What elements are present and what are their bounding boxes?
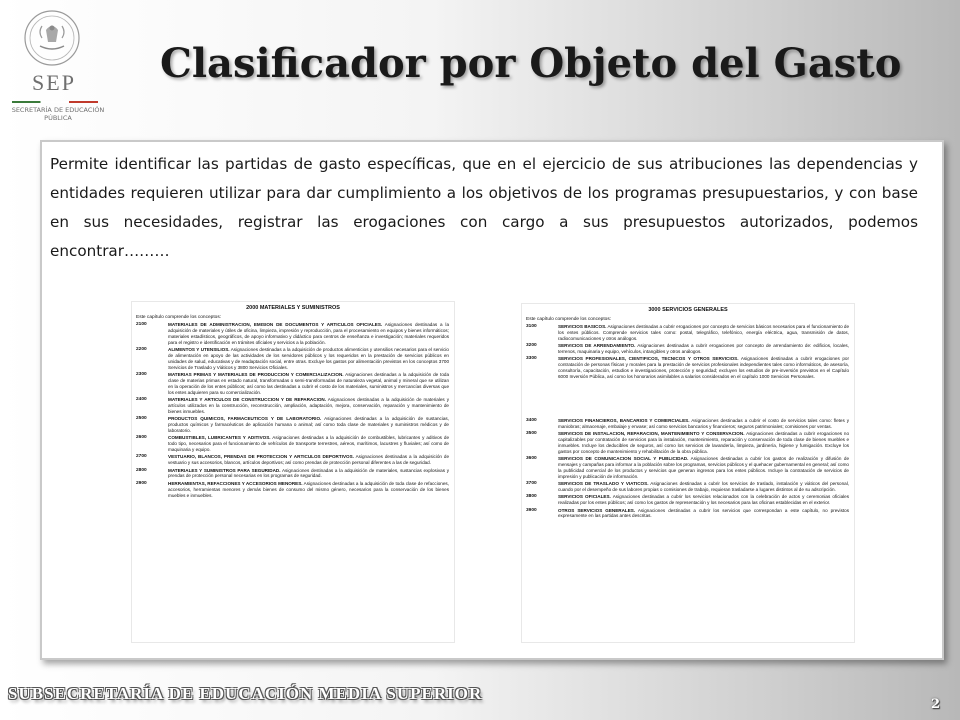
- content-panel: [40, 140, 944, 660]
- entry-description: Asignaciones destinadas a la adquisición de vestuario y sus accesorios, blancos, artículos deportivos; así como prendas de protección personal diferentes a las de seguridad.: [168, 454, 449, 466]
- entry-text: [558, 431, 849, 455]
- entry-heading: ALIMENTOS Y UTENSILIOS.: [168, 347, 230, 353]
- entry-text: [168, 481, 449, 499]
- doc-entry: [526, 456, 849, 480]
- doc-entry: [526, 343, 849, 355]
- entry-text: [168, 454, 449, 466]
- entry-heading: VESTUARIO, BLANCOS, PRENDAS DE PROTECCION Y ARTICULOS DEPORTIVOS.: [168, 454, 354, 460]
- entry-heading: PRODUCTOS QUIMICOS, FARMACEUTICOS Y DE LABORATORIO.: [168, 416, 322, 422]
- entry-text: [168, 347, 449, 371]
- logo-divider: [12, 101, 98, 103]
- doc-intro: Este capítulo comprende los conceptos:: [526, 317, 612, 322]
- entry-heading: HERRAMIENTAS, REFACCIONES Y ACCESORIOS MENORES.: [168, 480, 303, 486]
- entry-code: 2300: [136, 372, 147, 378]
- doc-title: 2000 MATERIALES Y SUMINISTROS: [246, 305, 340, 311]
- entry-description: Asignaciones destinadas a cubrir erogaciones no capitalizables por contratación de servicios para la instalación, mantenimiento, reparación y conservación de toda clase de bienes muebles e inmuebles. Incluye los deducibles de seguros, así como los servicios de lavandería, limpieza, jardinería, higiene y fumigación. Excluye los gastos por concepto de mantenimiento y rehabilitación de la obra pública.: [558, 431, 849, 454]
- entry-text: [558, 481, 849, 493]
- doc-entry: [136, 481, 449, 499]
- entry-text: [558, 343, 849, 355]
- national-seal-icon: [22, 8, 82, 68]
- entry-text: [168, 468, 449, 480]
- entry-code: 3200: [526, 343, 537, 349]
- doc-entry: [136, 416, 449, 434]
- entry-heading: SERVICIOS PROFESIONALES, CIENTIFICOS, TECNICOS Y OTROS SERVICIOS.: [558, 356, 739, 362]
- entry-text: [168, 372, 449, 396]
- footer-subsecretaria: SUBSECRETARÍA DE EDUCACIÓN MEDIA SUPERIOR: [8, 684, 483, 703]
- entry-code: 2700: [136, 454, 147, 460]
- doc-entry: [136, 322, 449, 346]
- sep-logo: [8, 6, 105, 124]
- entry-code: 2100: [136, 322, 147, 327]
- doc-entry: [136, 397, 449, 415]
- entry-code: 3900: [526, 507, 537, 513]
- entry-description: Asignaciones destinadas a la adquisición de materiales y artículos utilizados en la construcción, reconstrucción, ampliación, adaptación, mejora, conservación, reparación y mantenimiento de bienes inmuebles.: [168, 397, 449, 414]
- entry-text: [558, 494, 849, 506]
- entry-description: Asignaciones destinadas a cubrir los servicios de traslado, instalación y viáticos del personal, cuando por el desempeño de sus labores propias o comisiones de trabajo, requieran trasladarse a lugares distintos al de su adscripción.: [558, 481, 849, 493]
- doc-entry: [136, 347, 449, 371]
- entry-code: 3100: [526, 324, 537, 329]
- entry-description: Asignaciones destinadas a la adquisición de toda clase de materias primas en estado natural, transformadas o semi-transformadas de naturaleza vegetal, animal y mineral que se utilizan en la operación de los entes públicos; así como las destinadas a cubrir el costo de los materiales, suministros y mercancías diversas que los entes adquieren para su comercialización.: [168, 372, 449, 395]
- entry-description: Asignaciones destinadas a la adquisición de productos alimenticios y utensilios necesarios para el servicio de alimentación en apoyo de las actividades de los servidores públicos y los requeridos en la prestación de servicios públicos en unidades de salud, educativas y de readaptación social, entre otras. Excluye los gastos por alimentación previstos en los conceptos 3700 Servicios de Traslado y Viáticos y 3800 Servicios Oficiales.: [168, 347, 449, 370]
- doc-title: 3000 SERVICIOS GENERALES: [648, 307, 728, 313]
- entry-description: Asignaciones destinadas a cubrir los gastos de realización y difusión de mensajes y campañas para informar a la población sobre los programas, servicios públicos y el quehacer gubernamental en general; así como la publicidad comercial de los productos y servicios que generan ingresos para los entes públicos. Incluye la contratación de servicios de impresión y publicación de información.: [558, 456, 849, 479]
- entry-description: Asignaciones destinadas a la adquisición de combustibles, lubricantes y aditivos de todo tipo, necesarios para el funcionamiento de vehículos de transporte terrestres, aéreos, marítimos, lacustres y fluviales; así como de maquinaria y equipo.: [168, 435, 449, 453]
- entry-heading: COMBUSTIBLES, LUBRICANTES Y ADITIVOS.: [168, 435, 271, 441]
- doc-entry: [136, 435, 449, 453]
- intro-paragraph: Permite identificar las partidas de gasto específicas, que en el ejercicio de sus atribuciones las dependencias y entidades requieren utilizar para dar cumplimiento a los objetivos de los programas presupuestarios, y con base en sus necesidades, registrar las erogaciones con cargo a sus presupuestos autorizados, podemos encontrar………: [50, 155, 918, 260]
- document-image-servicios: [522, 304, 854, 642]
- doc-entry: [136, 454, 449, 466]
- doc-intro: Este capítulo comprende los conceptos:: [136, 315, 222, 320]
- entry-code: 3700: [526, 481, 537, 487]
- entry-description: Asignaciones destinadas a la adquisición de sustancias, productos químicos y farmacéuticos de aplicación humana o animal; así como toda clase de materiales y suministros médicos y de laboratorio.: [168, 416, 450, 433]
- entry-code: 3300: [526, 356, 537, 362]
- entry-description: Asignaciones destinadas a cubrir los servicios relacionados con la celebración de actos y ceremonias oficiales realizadas por los entes públicos; así como los gastos de representación y los necesarios para las oficinas establecidas en el exterior.: [558, 494, 849, 506]
- entry-heading: MATERIALES Y SUMINISTROS PARA SEGURIDAD.: [168, 467, 281, 473]
- entry-text: [168, 435, 449, 453]
- entry-description: Asignaciones destinadas a cubrir erogaciones por contratación de personas físicas y morales para la prestación de servicios profesionales independientes tales como informáticos, de asesoría, consultoría, capacitación, estudios e investigaciones, protección y seguridad; excluyen los estudios de pre-inversión previstos en el Capítulo 6000 Inversión Pública, así como los honorarios asimilables a salarios considerados en el capítulo 1000 Servicios Personales.: [558, 356, 849, 380]
- entry-heading: MATERIAS PRIMAS Y MATERIALES DE PRODUCCION Y COMERCIALIZACION.: [168, 372, 344, 378]
- entry-description: Asignaciones destinadas a cubrir el costo de servicios tales como: fletes y maniobras; almacenaje, embalaje y envase; así como servicios bancarios y financieros; seguros patrimoniales; comisiones por ventas.: [558, 417, 850, 429]
- entry-heading: MATERIALES DE ADMINISTRACION, EMISION DE DOCUMENTOS Y ARTICULOS OFICIALES.: [168, 322, 383, 327]
- entry-heading: SERVICIOS DE INSTALACION, REPARACION, MANTENIMIENTO Y CONSERVACION.: [558, 431, 745, 437]
- entry-heading: SERVICIOS BASICOS.: [558, 324, 607, 329]
- entry-code: 2200: [136, 347, 147, 353]
- entry-description: Asignaciones destinadas a la adquisición de materiales, sustancias explosivas y prendas de protección personal necesarias en los programas de seguridad.: [168, 467, 449, 479]
- entry-description: Asignaciones destinadas a la adquisición de materiales y útiles de oficina, limpieza, impresión y reproducción, para el procesamiento en equipos y bienes informáticos; materiales estadísticos, geográficos, de apoyo informativo y didáctico para centros de enseñanza e investigación; materiales requeridos para el registro e identificación en trámites oficiales y servicios a la población.: [168, 322, 449, 345]
- entry-text: [168, 397, 449, 415]
- logo-sep-text: SEP: [32, 70, 76, 95]
- doc-entry: [526, 508, 849, 520]
- doc-entries: [522, 324, 854, 519]
- entry-description: Asignaciones destinadas a cubrir erogaciones por concepto de servicios básicos necesarios para el funcionamiento de los entes públicos. Comprende servicios tales como: postal, telegráfico, telefónico, energía eléctrica, agua, transmisión de datos, radiocomunicaciones y otros análogos.: [558, 324, 850, 341]
- entry-text: [558, 356, 849, 380]
- entry-text: [558, 324, 849, 342]
- entry-code: 3600: [526, 456, 537, 462]
- entry-heading: SERVICIOS DE COMUNICACION SOCIAL Y PUBLICIDAD.: [558, 456, 689, 462]
- entry-code: 2600: [136, 435, 147, 441]
- doc-entry: [526, 481, 849, 493]
- entry-code: 2400: [136, 397, 147, 403]
- logo-subtitle: SECRETARÍA DE EDUCACIÓN PÚBLICA: [11, 106, 105, 122]
- entry-code: 3400: [526, 417, 537, 423]
- entry-text: [558, 456, 849, 480]
- page-title: Clasificador por Objeto del Gasto: [160, 40, 902, 87]
- doc-entry: [526, 418, 849, 430]
- doc-entry: [526, 431, 849, 455]
- document-image-materiales: [132, 302, 454, 642]
- doc-entry: [136, 468, 449, 480]
- entry-heading: OTROS SERVICIOS GENERALES.: [558, 507, 636, 513]
- entry-description: Asignaciones destinadas a cubrir erogaciones por concepto de arrendamiento de: edificios, locales, terrenos, maquinaria y equipo, vehículos, intangibles y otros análogos.: [558, 343, 849, 355]
- doc-entry: [526, 324, 849, 342]
- entry-text: [168, 322, 449, 346]
- page-number: 2: [930, 697, 940, 712]
- entry-text: [168, 416, 449, 434]
- entry-code: 3500: [526, 431, 537, 437]
- entry-text: [558, 418, 849, 430]
- entry-code: 2900: [136, 480, 147, 486]
- entry-code: 3800: [526, 494, 537, 500]
- entry-description: Asignaciones destinadas a la adquisición de toda clase de refacciones, accesorios, herramientas menores y demás bienes de consumo del mismo género, necesarios para la conservación de los bienes muebles e inmuebles.: [168, 480, 449, 498]
- doc-entry: [526, 356, 849, 380]
- entry-heading: SERVICIOS OFICIALES.: [558, 494, 611, 500]
- entry-heading: MATERIALES Y ARTICULOS DE CONSTRUCCION Y DE REPARACION.: [168, 397, 327, 403]
- entry-description: Asignaciones destinadas a cubrir los servicios que correspondan a este capítulo, no previstos expresamente en las partidas antes descritas.: [558, 507, 849, 519]
- entry-heading: SERVICIOS DE ARRENDAMIENTO.: [558, 343, 636, 349]
- entry-code: 2800: [136, 467, 147, 473]
- doc-entries: [132, 322, 454, 499]
- doc-entry: [136, 372, 449, 396]
- entry-text: [558, 508, 849, 520]
- entry-heading: SERVICIOS DE TRASLADO Y VIATICOS.: [558, 481, 649, 487]
- doc-entry: [526, 494, 849, 506]
- entry-heading: SERVICIOS FINANCIEROS, BANCARIOS Y COMERCIALES.: [558, 417, 690, 423]
- entry-code: 2500: [136, 416, 147, 422]
